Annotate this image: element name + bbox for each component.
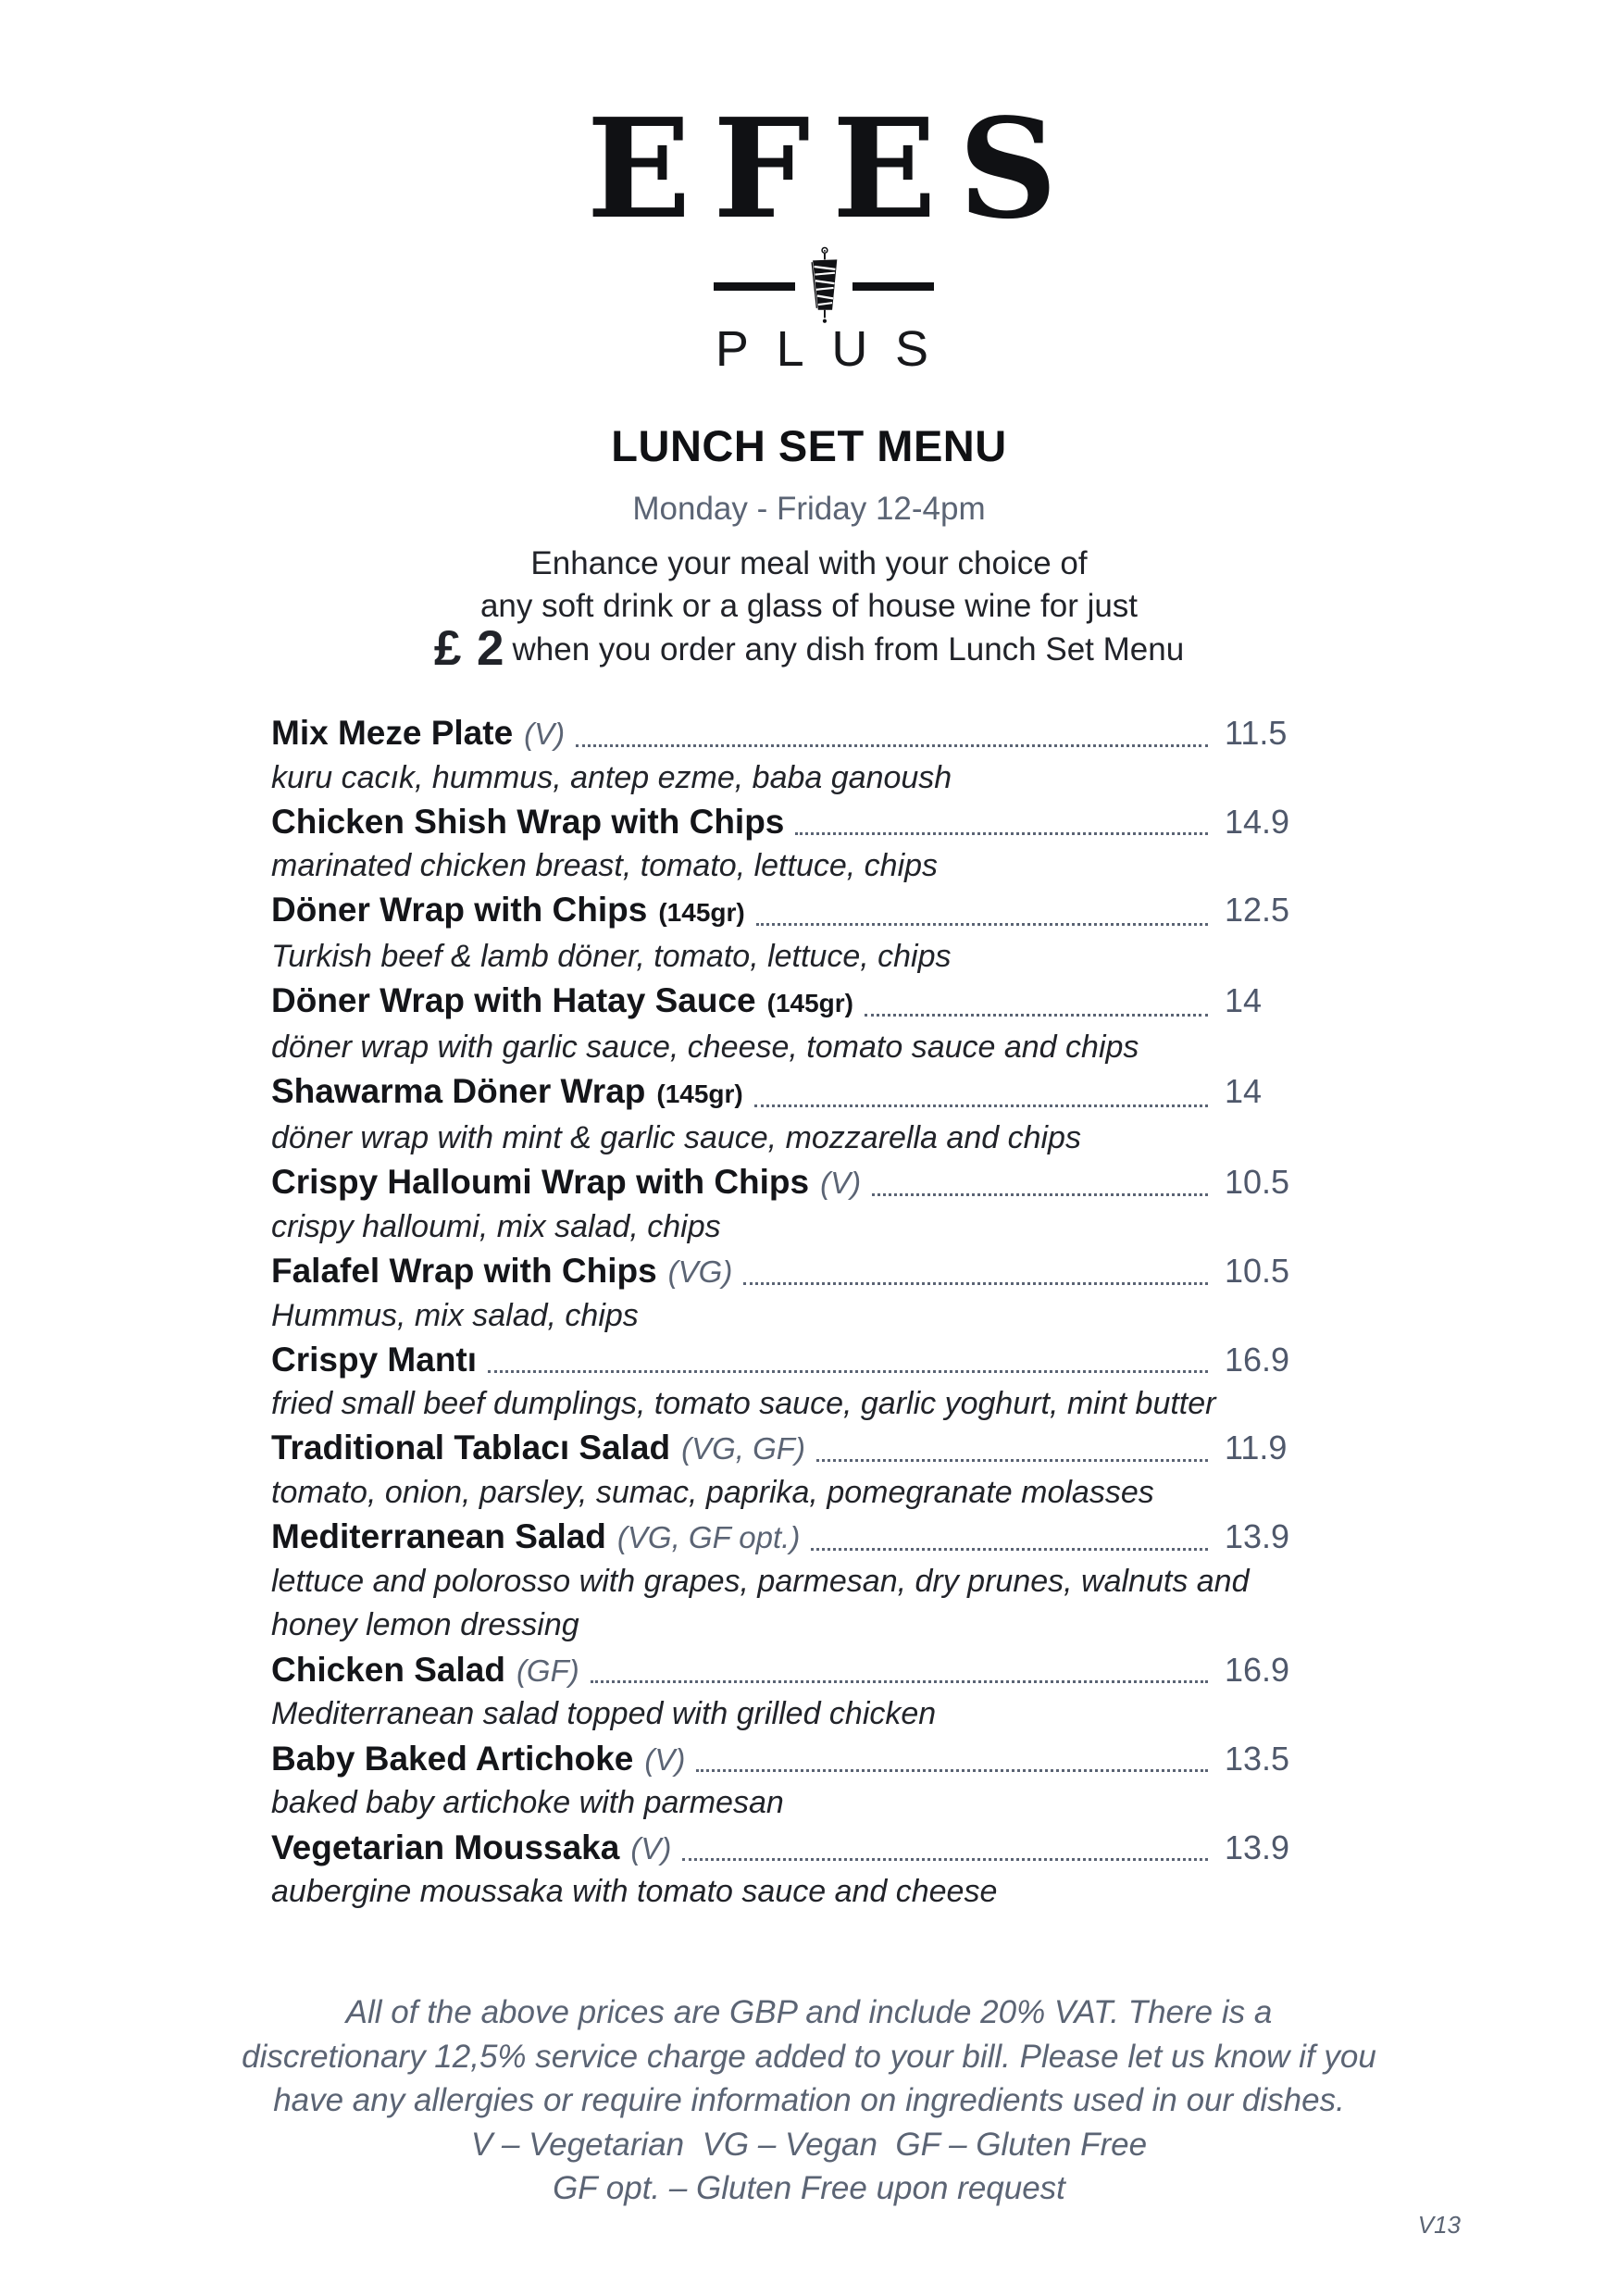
dot-leader <box>591 1680 1208 1683</box>
dish-price: 16.9 <box>1225 1341 1290 1379</box>
menu-item <box>271 1249 1310 1338</box>
logo-divider-left <box>714 282 795 291</box>
menu-item <box>271 800 1310 888</box>
menu-item <box>271 1826 1310 1915</box>
dish-name: Vegetarian Moussaka <box>271 1828 620 1866</box>
dietary-tag: (V) <box>644 1741 686 1777</box>
dish-description: Mediterranean salad topped with grilled chicken <box>271 1696 937 1731</box>
dot-leader <box>816 1459 1208 1462</box>
promo-text <box>0 543 1618 676</box>
dish-price: 14.9 <box>1225 803 1290 841</box>
dot-leader <box>872 1193 1208 1196</box>
portion-weight: (145gr) <box>766 989 853 1017</box>
dot-leader <box>865 1014 1208 1017</box>
dish-price: 16.9 <box>1225 1650 1290 1689</box>
dish-description: Turkish beef & lamb döner, tomato, lettuce, chips <box>271 938 952 974</box>
dot-leader <box>811 1548 1208 1551</box>
vat-note-line-1: All of the above prices are GBP and include 20% VAT. There is a <box>345 1994 1273 2030</box>
page-title: LUNCH SET MENU <box>611 421 1007 470</box>
restaurant-logo-wordmark: EFES <box>586 88 1079 249</box>
dish-name: Mix Meze Plate <box>271 714 514 752</box>
dot-leader <box>754 1104 1208 1107</box>
dish-name: Mediterranean Salad <box>271 1517 606 1555</box>
menu-item-list <box>271 711 1310 1915</box>
menu-item <box>271 979 1310 1069</box>
dish-description: lettuce and polorosso with grapes, parmesan, dry prunes, walnuts and honey lemon dressing <box>271 1563 1250 1642</box>
dish-description: crispy halloumi, mix salad, chips <box>271 1208 721 1244</box>
dish-name: Crispy Mantı <box>271 1341 478 1379</box>
dietary-tag: (V) <box>630 1830 672 1866</box>
menu-item <box>271 1515 1310 1648</box>
logo-divider-row <box>714 244 934 328</box>
vat-note-line-3: have any allergies or require information on ingredients used in our dishes. <box>273 2082 1345 2118</box>
dish-price: 14 <box>1225 981 1263 1019</box>
portion-weight: (145gr) <box>656 1079 743 1108</box>
dish-description: döner wrap with garlic sauce, cheese, tomato sauce and chips <box>271 1029 1139 1065</box>
dietary-tag: (VG) <box>667 1254 733 1289</box>
dietary-tag: (VG, GF) <box>681 1431 805 1466</box>
dietary-tag: (GF) <box>516 1653 579 1688</box>
dot-leader <box>795 832 1208 835</box>
dish-name: Shawarma Döner Wrap <box>271 1072 646 1110</box>
menu-item <box>271 711 1310 800</box>
menu-version-label: V13 <box>1417 2211 1461 2239</box>
menu-item <box>271 1160 1310 1249</box>
dish-price: 13.5 <box>1225 1739 1290 1778</box>
dietary-tag: (V) <box>820 1166 862 1200</box>
menu-item <box>271 888 1310 979</box>
dish-description: aubergine moussaka with tomato sauce and cheese <box>271 1874 998 1909</box>
dietary-tag: (V) <box>524 717 566 751</box>
dish-name: Chicken Shish Wrap with Chips <box>271 803 785 841</box>
dot-leader <box>682 1858 1208 1861</box>
menu-item <box>271 1426 1310 1515</box>
dish-price: 13.9 <box>1225 1828 1290 1866</box>
promo-line-3 <box>0 621 1618 676</box>
promo-price: £ 2 <box>433 621 505 676</box>
dish-name: Falafel Wrap with Chips <box>271 1252 657 1290</box>
menu-item <box>271 1737 1310 1826</box>
dietary-legend-gf-opt: GF opt. – Gluten Free upon request <box>553 2170 1065 2206</box>
menu-item <box>271 1338 1310 1426</box>
restaurant-logo-subtitle: PLUS <box>715 321 956 377</box>
dish-description: fried small beef dumplings, tomato sauce, garlic yoghurt, mint butter <box>271 1385 1216 1421</box>
dish-name: Chicken Salad <box>271 1650 505 1689</box>
dish-description: tomato, onion, parsley, sumac, paprika, pomegranate molasses <box>271 1474 1154 1510</box>
menu-item <box>271 1648 1310 1737</box>
logo-divider-right <box>853 282 934 291</box>
dish-name: Crispy Halloumi Wrap with Chips <box>271 1163 810 1201</box>
dish-description: döner wrap with mint & garlic sauce, mozzarella and chips <box>271 1119 1081 1155</box>
dish-price: 10.5 <box>1225 1163 1290 1201</box>
dish-price: 11.9 <box>1225 1429 1288 1466</box>
dish-name: Döner Wrap with Hatay Sauce <box>271 981 756 1019</box>
dish-description: kuru cacık, hummus, antep ezme, baba ganoush <box>271 759 952 795</box>
promo-line-3-text: when you order any dish from Lunch Set Menu <box>512 631 1185 668</box>
doner-kebab-icon <box>804 244 843 328</box>
dot-leader <box>756 923 1208 926</box>
dish-description: baked baby artichoke with parmesan <box>271 1785 784 1820</box>
vat-note-line-2: discretionary 12,5% service charge added to your bill. Please let us know if you <box>242 2038 1376 2075</box>
promo-line-2: any soft drink or a glass of house wine for just <box>479 588 1139 624</box>
dish-description: marinated chicken breast, tomato, lettuce, chips <box>271 847 939 883</box>
promo-line-1: Enhance your meal with your choice of <box>530 545 1088 581</box>
footer-notes <box>102 1990 1516 2211</box>
dish-price: 11.5 <box>1225 714 1288 752</box>
dietary-legend: V – Vegetarian VG – Vegan GF – Gluten Free <box>470 2126 1148 2163</box>
opening-hours: Monday - Friday 12-4pm <box>632 491 986 527</box>
portion-weight: (145gr) <box>658 898 745 927</box>
dot-leader <box>576 744 1208 747</box>
dietary-tag: (VG, GF opt.) <box>616 1520 801 1554</box>
menu-item <box>271 1069 1310 1160</box>
dish-price: 14 <box>1225 1072 1263 1110</box>
dish-price: 12.5 <box>1225 891 1290 929</box>
dot-leader <box>488 1370 1208 1373</box>
dish-price: 10.5 <box>1225 1252 1290 1290</box>
dot-leader <box>696 1769 1208 1772</box>
dot-leader <box>743 1282 1208 1285</box>
dish-name: Döner Wrap with Chips <box>271 891 648 929</box>
dish-name: Baby Baked Artichoke <box>271 1739 634 1778</box>
dish-price: 13.9 <box>1225 1517 1290 1555</box>
dish-description: Hummus, mix salad, chips <box>271 1297 639 1333</box>
dish-name: Traditional Tablacı Salad <box>271 1429 671 1466</box>
